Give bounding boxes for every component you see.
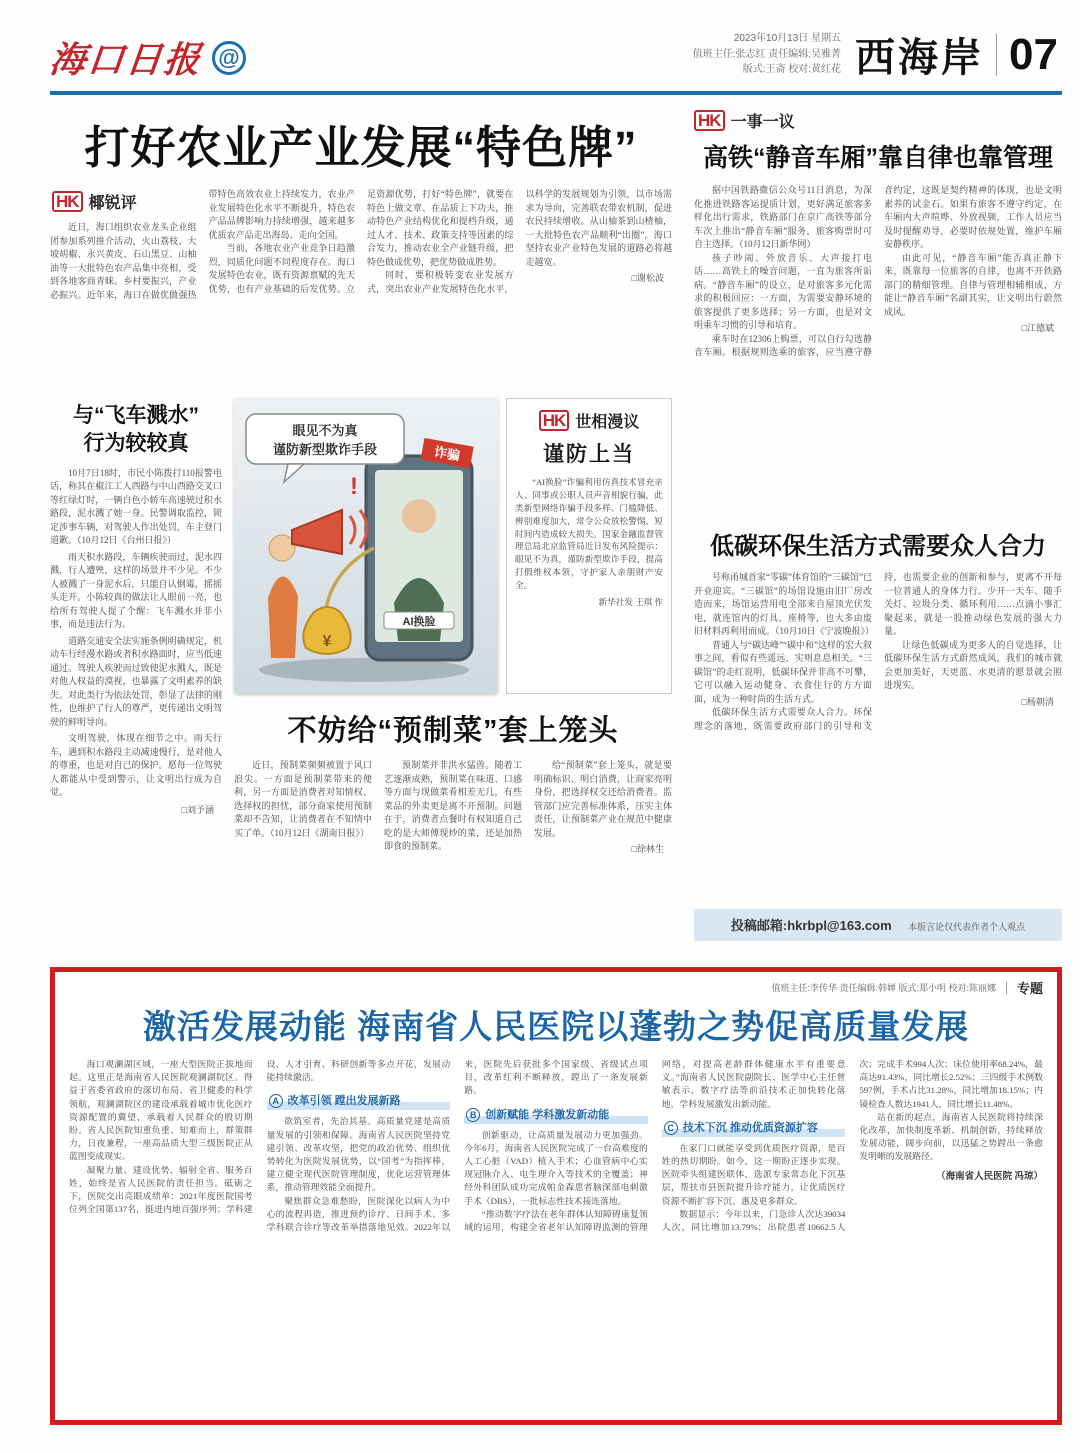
special-paragraph: 欲筑室者，先治其基。高质量党建是高质量发展的引领和保障。海南省人民医院坚持党建引领、改革攻坚，把党的政治优势、组织优势转化为医院发展优势，以“国考”为指挥棒，建立健全现代医院管理制度，优化运营管理体系，推动管理效能全面提升。 <box>266 1116 451 1193</box>
manyi-tag <box>515 409 663 432</box>
gaotie-paragraph: 由此可见，“静音车厢”能否真正静下来，既靠每一位旅客的自律，也离不开铁路部门的精细管理。自律与管理相辅相成，方能让“静音车厢”名副其实，让文明出行蔚然成风。 <box>884 252 1062 317</box>
special-editors: 值班主任:李传华 责任编辑:韩婵 版式:郑小明 校对:陈丽娜 <box>771 983 996 993</box>
section-c-label: 技术下沉 推动优质资源扩容 <box>682 1121 818 1134</box>
section-banner <box>855 26 1058 83</box>
feiche-paragraph: 道路交通安全法实施条例明确规定，机动车行经漫水路或者积水路面时，应当低速通过。驾驶人疾驶而过致使泥水溅人，既是对他人权益的漠视，也暴露了文明素养的缺失。对此类行为依法处罚，彰显了法律的刚性，也维护了行人的尊严，更传递出文明驾驶的鲜明导向。 <box>50 635 222 727</box>
section-b-subhead <box>464 1105 648 1124</box>
newspaper-logo: 海口日报 <box>47 39 204 81</box>
bubble-text-line1: 眼见不为真 <box>292 423 358 438</box>
ai-faceswap-label: AI换脸 <box>402 616 436 628</box>
special-paragraph: 在家门口就能享受到优质医疗资源，是百姓的热切期盼。如今，这一期盼正逐步实现。医院牵头组建医联体，选派专家常态化下沉基层，帮扶市县医院提升诊疗能力，让优质医疗资源不断扩容下沉、惠及更多群众。 <box>661 1142 846 1206</box>
manyi-headline: 谨防上当 <box>543 443 635 466</box>
masthead-brand <box>47 32 246 83</box>
feiche-paragraph: 10月7日18时，市民小陈拨打110报警电话，称其在椒江工人西路与中山西路交叉口等红绿灯时，一辆白色小轿车高速驶过积水路段，泥水溅了她一身。民警调取监控，锁定涉事车辆，对驾驶人作出处罚，车主登门道歉。（10月12日《台州日报》） <box>50 467 222 546</box>
special-paragraph: 凝聚力量、建设优势、辐射全省、服务百姓，始终是省人民医院的责任担当。砥砺之下，医院交出亮眼成绩单：2021年度医院国考位列全国第137名，挺进内地百强序列；学科建设、人才引育、科研创新等多点开花，发展动能持续激活。 <box>69 1059 451 1215</box>
fraud-banner-text: 诈骗 <box>432 444 462 464</box>
feiche-headline <box>50 402 222 459</box>
left-lower-row <box>50 398 672 957</box>
special-paragraph: 站在新的起点，海南省人民医院将持续深化改革，加快制度革新、机制创新，持续释放发展动能，阔步向前，以迅猛之势蹚出一条愈发明晰的发展路径。 <box>859 1111 1043 1162</box>
feiche-paragraph: 文明驾驶，体现在细节之中。雨天行车，遇到积水路段主动减速慢行，是对他人的尊重，也是对自己的保护。愿每一位驾驶人都能从中受到警示，让文明出行成为自觉。 <box>50 733 222 798</box>
header-rule <box>50 91 1062 95</box>
ditan-paragraph: 普通人与“碳达峰”“碳中和”这样的宏大叙事之间，看似有些遥远，实则息息相关。“三碳馆”的走红说明，低碳环保并非高不可攀，它可以融入运动健身、衣食住行的方方面面，成为一种时尚的生活方式。 <box>694 639 872 704</box>
hk-logo-icon: HK <box>694 110 725 131</box>
right-section <box>694 109 1062 957</box>
main-content <box>50 109 1062 957</box>
yuzhicai-headline: 不妨给“预制菜”套上笼头 <box>287 715 619 747</box>
hk-logo-icon: HK <box>539 410 570 431</box>
divider <box>996 34 997 76</box>
yuan-symbol: ¥ <box>322 633 332 650</box>
cartoon-illustration <box>234 398 498 694</box>
opinion-paragraph: 近日，海口组织农业龙头企业组团参加系列推介活动，火山荔枝、大坡胡椒、永兴黄皮、石山黑豆、山柚油等一大批特色农产品集中亮相，受到各地客商青睐。乡村要振兴，产业必振兴。近年来，海口在做优做强热带特色高效农业上持续发力，农业产业发展特色化水平不断提升，特色农产品品牌影响力持续增强，越来越多优质农产品走出海岛、走向全国。 <box>50 189 355 300</box>
duty-editors: 值班主任:张志红 责任编辑:吴雅菁 <box>692 48 842 60</box>
yuzhicai-paragraph: 近日，预制菜频频被置于风口浪尖。一方面是预制菜带来的便利，另一方面是消费者对知情权、选择权的担忧，部分商家使用预制菜却不告知，让消费者在不知情中买了单。（10月12日《湖南日报》） <box>234 760 372 838</box>
opinion-article <box>50 188 672 390</box>
gaotie-paragraph: 孩子吵闹、外放音乐、大声接打电话……高铁上的噪音问题，一直为旅客所诟病。“静音车厢”的设立，是对旅客多元化需求的积极回应：一方面，为需要安静环境的旅客提供了更多选择；另一方面，也是对文明乘车习惯的引导和培育。 <box>694 252 872 330</box>
hk-logo-icon: HK <box>52 191 83 212</box>
special-paragraph: 数据显示：今年以来，门急诊人次达39034人次，同比增加13.79%；出院患者10662.5人次；完成手术994人次；床位使用率68.24%，最高达91.43%，同比增长2.52%；三四级手术例数597例，手术占比31.28%，同比增加18.15%；内镜检查人数达1941人，同比增长11.48%。 <box>661 1059 1043 1232</box>
section-c-subhead <box>662 1118 846 1137</box>
page-header <box>47 26 1062 89</box>
ditan-article <box>694 571 1062 899</box>
ditan-headline: 低碳环保生活方式需要众人合力 <box>710 533 1046 560</box>
special-article <box>69 1058 1043 1410</box>
ground-shadow <box>259 658 469 682</box>
issue-date: 2023年10月13日 星期五 <box>733 33 842 45</box>
opinion-tag <box>52 190 197 213</box>
ditan-byline: □杨朝清 <box>1021 696 1054 707</box>
yuzhicai-paragraph: 预制菜并非洪水猛兽。随着工艺逐渐成熟，预制菜在味道、口感等方面与现做菜肴相差无几，有些菜品的外卖更是离不开预制。问题在于，消费者点餐时有权知道自己吃的是大师傅现炒的菜，还是加热即食的预制菜。 <box>384 760 522 851</box>
special-paragraph: “推动数字疗法在老年群体认知障碍康复领域的运用，构建全省老年认知障碍监测的管理网络，对提高老龄群体健康水平有重要意义。”海南省人民医院副院长、医学中心主任曾敏表示，数字疗法等前沿技术正加快转化落地，学科发展激发出新动能。 <box>464 1059 846 1232</box>
section-b-label: 创新赋能 学科激发新动能 <box>485 1108 610 1121</box>
manyi-credit: 新华社发 王琪 作 <box>598 597 663 608</box>
manyi-paragraph: “AI换脸”诈骗利用仿真技术冒充亲人、同事或公职人员声音相貌行骗，此类新型网络诈骗手段多样、门槛降低、辨别难度加大，常令公众放松警惕，短时间内造成较大损失。国家金融监督管理总局北京监管局近日发布风险提示：眼见不为真，谨防新型欺诈手段，提高打假维权本领，守护家人亲朋财产安全。 <box>515 477 663 591</box>
special-paragraph: 创新驱动，让高质量发展动力更加强劲。今年6月，海南省人民医院完成了一台高难度的人工心脏（VAD）植入手术；心血管病中心实现冠脉介入、电生理介入等技术的全覆盖；神经外科团队成功完成帕金森患者脑深部电刺激手术（DBS），一批标志性技术接连落地。 <box>464 1129 648 1206</box>
ditan-paragraph: 号称甬城首家“零碳”体育馆的“三碳馆”已开业迎宾。“三碳馆”的场馆设施由旧厂房改造而来，场馆运营用电全部来自屋顶光伏发电，就连馆内的灯具、座椅等，也大多由废旧材料再利用而成。（10月10日《宁波晚报》） <box>694 572 875 636</box>
yuzhicai-paragraph: 给“预制菜”套上笼头，就是要明确标识、明白消费，让商家亮明身份，把选择权交还给消费者。监管部门应完善标准体系，压实主体责任，让预制菜产业在规范中健康发展。 <box>534 760 672 838</box>
left-section <box>50 109 672 957</box>
feiche-byline: □刘予涵 <box>181 804 214 815</box>
section-name: 西海岸 <box>855 36 985 80</box>
alert-exclamation-icon: ! <box>350 473 358 500</box>
opinion-paragraph: 同时，要积极转变农业发展方式，突出农业产业发展特色化水平，以科学的发展规划为引领，以市场需求为导向，完善联农带农机制，促进农民持续增收。从山柚茶到山楂柚，一大批特色农产品顺利“出圈”，海口坚持农业产业特色发展的道路必将越走越宽。 <box>367 189 672 294</box>
special-credit: （海南省人民医院 冯琼） <box>936 1171 1043 1182</box>
editorial-cartoon <box>234 398 498 694</box>
section-b-badge: B <box>466 1108 480 1122</box>
yuzhicai-article <box>234 759 672 957</box>
opinion-paragraph: 当前，各地农业产业竞争日趋激烈，同质化问题不同程度存在。海口发展特色农业，既有资源禀赋的先天优势，也有产业基础的后发优势。立足资源优势，打好“特色牌”，就要在特色上做文章、在品质上下功夫，推动特色产业结构优化和提档升级，通过人才、技术、政策支持等因素的综合发力，推动农业全产业链升级，把特色做成优势，把优势做成胜势。 <box>208 189 514 294</box>
feiche-article <box>50 398 222 957</box>
bubble-text-line2: 谨防新型欺诈手段 <box>272 442 378 457</box>
manyi-box <box>506 398 672 694</box>
gaotie-headline: 高铁“静音车厢”靠自律也靠管理 <box>702 144 1053 172</box>
feiche-headline-line2: 行为较较真 <box>83 432 189 456</box>
announcer-body <box>268 576 298 658</box>
feiche-paragraph: 雨天积水路段，车辆疾驶而过，泥水四溅，行人遭殃，这样的场景并不少见。不少人被溅了一身泥水后，只能自认倒霉，摇摇头走开。小陈较真的做法让人眼前一亮，也给所有驾驶人提了个醒：飞车溅水并非小事，而是违法行为。 <box>50 551 222 630</box>
special-paragraph: 聚焦群众急难愁盼，医院深化以病人为中心的流程再造，推进预约诊疗、日间手术、多学科联合诊疗等改革举措落地见效。2022年以来，医院先后获批多个国家级、省级试点项目，改革红利不断释放，蹚出了一条发展新路。 <box>266 1059 648 1232</box>
middle-section <box>234 398 672 957</box>
issue-meta <box>693 31 841 78</box>
gaotie-paragraph: 乘车时在12306上购票，可以自行勾选静音车厢。根据规则选乘的旅客，应当遵守静音约定，这既是契约精神的体现，也是文明素养的试金石。如果有旅客不遵守约定，在车厢内大声喧哗、外放视频，工作人员应当及时提醒劝导，必要时依规处置，维护车厢安静秩序。 <box>694 185 1062 357</box>
special-meta-row <box>69 978 1043 997</box>
ditan-paragraph: 让绿色低碳成为更多人的自觉选择，让低碳环保生活方式蔚然成风，我们的城市就会更加美好，天更蓝、水更清的愿景就会照进现实。 <box>884 639 1062 690</box>
feiche-headline-line1: 与“飞车溅水” <box>73 404 199 427</box>
ditan-paragraph: 低碳环保生活方式需要众人合力。环保理念的落地，既需要政府部门的引导和支持，也需要企业的创新和参与，更离不开每一位普通人的身体力行。少开一天车、随手关灯、垃圾分类、循环利用……点滴小事汇聚起来，就是一股推动绿色发展的强大力量。 <box>694 572 1062 731</box>
submission-email: 投稿邮箱:hkrbpl@163.com <box>730 918 892 933</box>
section-a-badge: A <box>269 1094 283 1108</box>
layout-proof: 版式:王斋 校对:黄红花 <box>742 64 842 76</box>
yuzhicai-byline: □徐林生 <box>631 844 664 854</box>
special-headline: 激活发展动能 海南省人民医院以蓬勃之势促高质量发展 <box>142 1008 970 1045</box>
divider <box>1006 982 1007 994</box>
opinion-tag-label: 椰锐评 <box>88 195 137 212</box>
header-right <box>693 26 1058 83</box>
opinion-byline: □谢松波 <box>631 273 664 283</box>
disclaimer-note: 本版言论仅代表作者个人观点 <box>908 922 1026 932</box>
section-a-subhead <box>267 1091 451 1110</box>
gaotie-tag-label: 一事一议 <box>730 114 795 131</box>
gaotie-article <box>694 184 1062 514</box>
cartoon-row <box>234 398 672 694</box>
gaotie-paragraph: 据中国铁路微信公众号11日消息，为深化推进铁路客运提质计划，更好满足旅客多样化出行需求，铁路部门在京广高铁等部分车次上推出“静音车厢”服务，旅客购票时可自主选择。（10月12日新华网） <box>694 185 872 249</box>
section-c-badge: C <box>664 1121 678 1135</box>
special-topic-label: 专题 <box>1016 981 1043 996</box>
special-report-box <box>50 967 1062 1425</box>
gaotie-tag <box>694 109 1062 132</box>
at-icon: @ <box>212 41 246 75</box>
scammer-head <box>402 499 436 533</box>
special-paragraph: 海口观澜湖区域，一座大型医院正拔地而起。这里正是海南省人民医院观澜湖院区。得益于省委省政府的深切布局、省卫健委的科学领航，观澜湖院区的建设承载着城市优化医疗资源配置的冀望，承载着人民群众的殷切期盼。省人民医院知重负重、知难而上，群策群力，日夜兼程，一座高品质大型三级医院正从蓝图变成现实。 <box>69 1059 253 1162</box>
gaotie-byline: □江德斌 <box>1021 323 1054 333</box>
manyi-tag-label: 世相漫议 <box>575 414 640 431</box>
opinion-headline: 打好农业产业发展“特色牌” <box>84 122 638 173</box>
section-a-label: 改革引领 蹚出发展新路 <box>287 1095 401 1108</box>
submission-bar <box>694 909 1062 941</box>
page-number: 07 <box>1009 29 1058 79</box>
